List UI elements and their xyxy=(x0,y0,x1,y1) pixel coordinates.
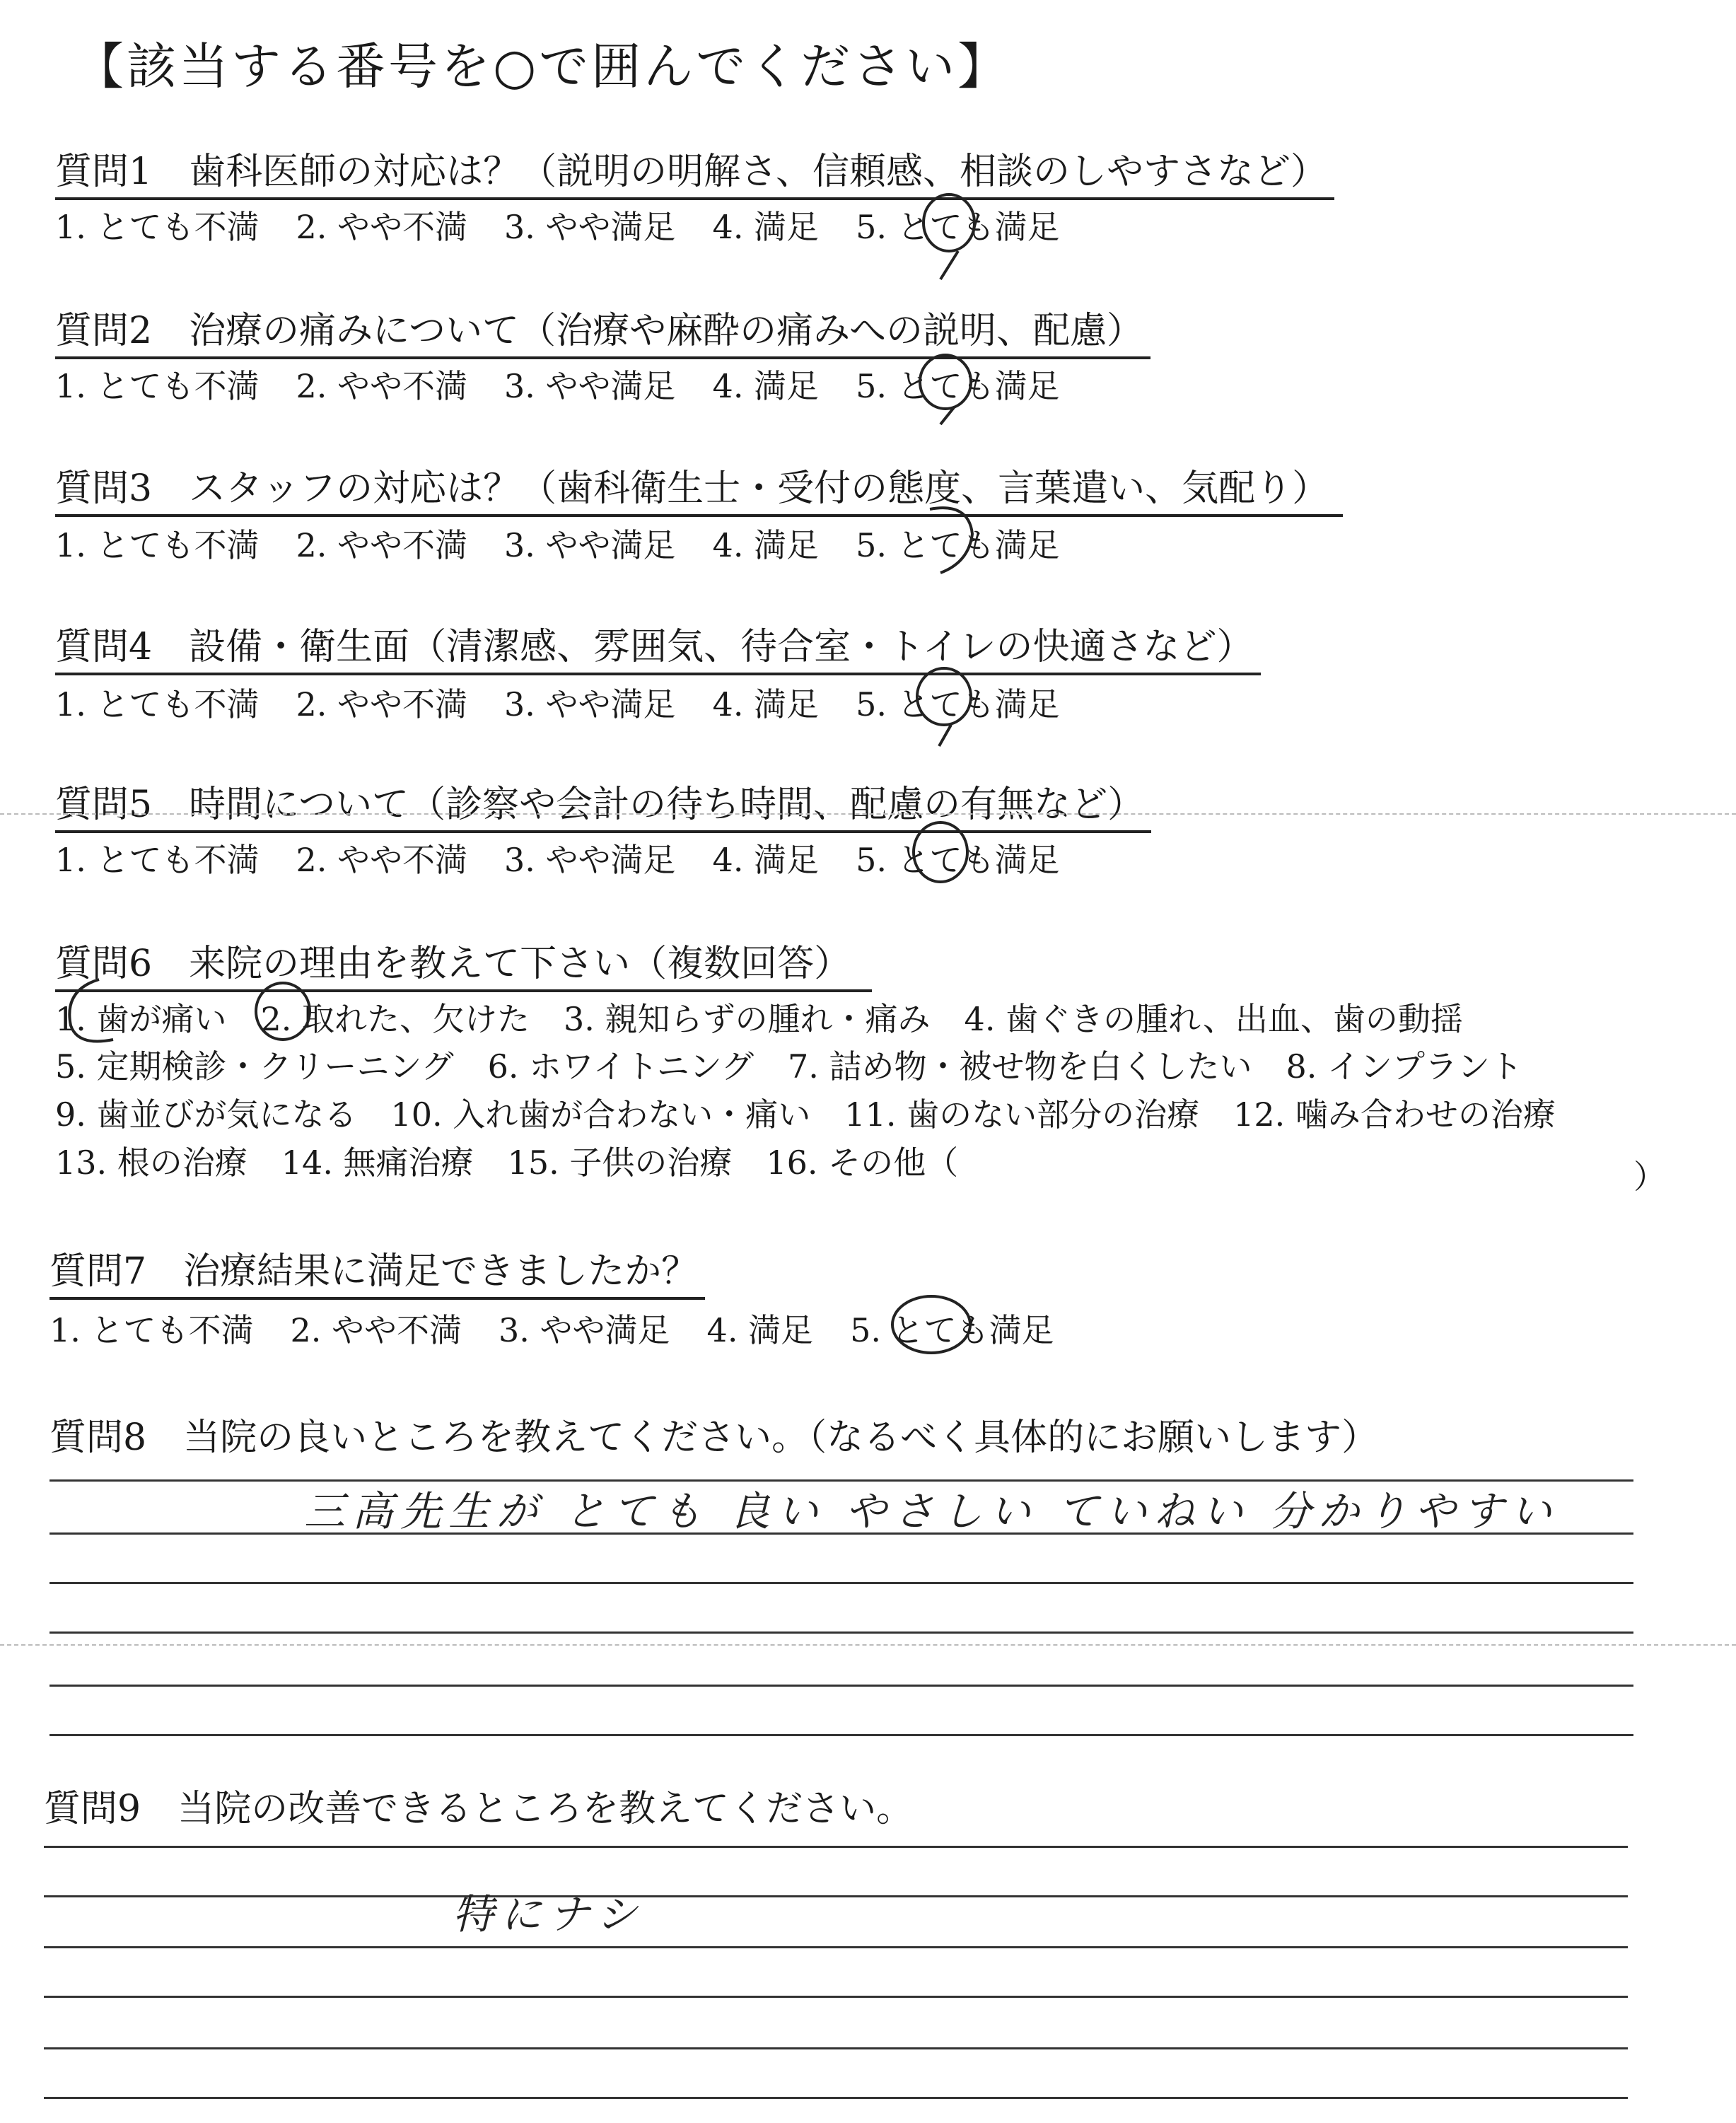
option-2[interactable]: 2. やや不満 xyxy=(290,1311,462,1349)
answer-circle-q1 xyxy=(919,191,983,283)
option-5[interactable]: 5. とても満足 xyxy=(856,367,1060,405)
question-label: 質問9 xyxy=(44,1788,141,1830)
question-8 xyxy=(49,1407,1378,1460)
question-label: 質問5 xyxy=(55,784,153,826)
reason-13[interactable]: 13. 根の治療 xyxy=(55,1144,247,1182)
reason-8[interactable]: 8. インプラント xyxy=(1286,1047,1522,1086)
answer-circle-q6-2 xyxy=(251,972,322,1050)
scan-fold-line xyxy=(0,1644,1736,1646)
answer-line xyxy=(44,2097,1628,2099)
answer-line xyxy=(49,1734,1633,1736)
answer-circle-q5 xyxy=(909,813,979,891)
option-3[interactable]: 3. やや満足 xyxy=(504,526,676,564)
question-label: 質問8 xyxy=(49,1417,147,1459)
answer-circle-q7 xyxy=(887,1291,979,1361)
question-6 xyxy=(55,933,872,987)
reason-14[interactable]: 14. 無痛治療 xyxy=(281,1144,474,1182)
reason-3[interactable]: 3. 親知らずの腫れ・痛み xyxy=(564,1000,931,1038)
option-5[interactable]: 5. とても満足 xyxy=(856,208,1060,246)
reason-11[interactable]: 11. 歯のない部分の治療 xyxy=(844,1095,1200,1134)
option-1[interactable]: 1. とても不満 xyxy=(55,526,260,564)
handwritten-answer-q8: 三高先生が とても 良い やさしい ていねい 分かりやすい xyxy=(304,1487,1559,1535)
option-1[interactable]: 1. とても不満 xyxy=(55,208,260,246)
answer-line xyxy=(44,1996,1628,1998)
option-3[interactable]: 3. やや満足 xyxy=(499,1311,670,1349)
option-3[interactable]: 3. やや満足 xyxy=(504,367,676,405)
question-text: 来院の理由を教えて下さい（複数回答） xyxy=(189,943,851,985)
question-text: 歯科医師の対応は？（説明の明解さ、信頼感、相談のしやすさなど） xyxy=(189,151,1328,193)
question-label: 質問3 xyxy=(55,467,153,510)
reason-row-4 xyxy=(55,1137,992,1184)
question-text: 当院の良いところを教えてください。（なるべく具体的にお願いします） xyxy=(183,1417,1379,1459)
answer-line xyxy=(49,1631,1633,1634)
option-4[interactable]: 4. 満足 xyxy=(712,526,820,564)
reason-10[interactable]: 10. 入れ歯が合わない・痛い xyxy=(390,1095,811,1134)
option-4[interactable]: 4. 満足 xyxy=(712,367,820,405)
question-9 xyxy=(44,1779,913,1832)
option-1[interactable]: 1. とても不満 xyxy=(55,841,260,879)
reason-row-2 xyxy=(55,1041,1556,1088)
question-5 xyxy=(55,774,1151,827)
option-2[interactable]: 2. やや不満 xyxy=(296,685,468,723)
reason-6[interactable]: 6. ホワイトニング xyxy=(487,1047,754,1086)
reason-1[interactable]: 1. 歯が痛い xyxy=(55,1000,227,1038)
question-2 xyxy=(55,301,1150,354)
reason-5[interactable]: 5. 定期検診・クリーニング xyxy=(55,1047,454,1086)
question-text: 設備・衛生面（清潔感、雰囲気、待合室・トイレの快適さなど） xyxy=(189,626,1254,668)
option-1[interactable]: 1. とても不満 xyxy=(55,367,260,405)
reason-9[interactable]: 9. 歯並びが気になる xyxy=(55,1095,357,1134)
option-3[interactable]: 3. やや満足 xyxy=(504,841,676,879)
reason-4[interactable]: 4. 歯ぐきの腫れ、出血、歯の動揺 xyxy=(964,1000,1463,1038)
answer-line xyxy=(44,1946,1628,1948)
reason-15[interactable]: 15. 子供の治療 xyxy=(507,1144,733,1182)
answer-circle-q4 xyxy=(912,665,983,750)
question-1 xyxy=(55,141,1334,194)
option-1[interactable]: 1. とても不満 xyxy=(49,1311,254,1349)
option-2[interactable]: 2. やや不満 xyxy=(296,367,468,405)
answer-circle-q3 xyxy=(919,495,983,587)
question-label: 質問2 xyxy=(55,310,153,352)
reason-row-3 xyxy=(55,1089,1590,1136)
option-5[interactable]: 5. とても満足 xyxy=(856,841,1060,879)
answer-line xyxy=(49,1685,1633,1687)
option-3[interactable]: 3. やや満足 xyxy=(504,208,676,246)
option-5[interactable]: 5. とても満足 xyxy=(856,526,1060,564)
question-label: 質問4 xyxy=(55,626,153,668)
reason-12[interactable]: 12. 噛み合わせの治療 xyxy=(1233,1095,1556,1134)
option-2[interactable]: 2. やや不満 xyxy=(296,841,468,879)
option-2[interactable]: 2. やや不満 xyxy=(296,526,468,564)
question-label: 質問7 xyxy=(49,1250,147,1293)
option-4[interactable]: 4. 満足 xyxy=(712,685,820,723)
question-7 xyxy=(49,1241,705,1294)
answer-circle-q2 xyxy=(916,350,979,428)
answer-line xyxy=(44,1846,1628,1848)
handwritten-answer-q9: 特にナシ xyxy=(453,1890,644,1938)
other-close-paren: ） xyxy=(1633,1158,1666,1196)
question-text: スタッフの対応は？（歯科衛生士・受付の態度、言葉遣い、気配り） xyxy=(189,467,1329,510)
question-text: 時間について（診察や会計の待ち時間、配慮の有無など） xyxy=(189,784,1145,826)
answer-line xyxy=(44,2047,1628,2049)
question-text: 治療の痛みについて（治療や麻酔の痛みへの説明、配慮） xyxy=(189,310,1144,352)
reason-2[interactable]: 2. 取れた、欠けた xyxy=(260,1000,530,1038)
form-title: 【該当する番号を○で囲んでください】 xyxy=(74,37,1010,95)
question-4 xyxy=(55,617,1261,670)
question-label: 質問6 xyxy=(55,943,153,985)
option-4[interactable]: 4. 満足 xyxy=(712,841,820,879)
question-3 xyxy=(55,458,1343,511)
question-label: 質問1 xyxy=(55,151,153,193)
option-5[interactable]: 5. とても満足 xyxy=(856,685,1060,723)
option-3[interactable]: 3. やや満足 xyxy=(504,685,676,723)
option-2[interactable]: 2. やや不満 xyxy=(296,208,468,246)
scan-fold-line xyxy=(0,813,1736,815)
question-text: 治療結果に満足できましたか？ xyxy=(183,1250,699,1293)
option-5[interactable]: 5. とても満足 xyxy=(850,1311,1054,1349)
answer-line xyxy=(49,1582,1633,1584)
option-1[interactable]: 1. とても不満 xyxy=(55,685,260,723)
reason-7[interactable]: 7. 詰め物・被せ物を白くしたい xyxy=(787,1047,1252,1086)
option-4[interactable]: 4. 満足 xyxy=(706,1311,814,1349)
question-text: 当院の改善できるところを教えてください。 xyxy=(177,1788,914,1830)
option-4[interactable]: 4. 満足 xyxy=(712,208,820,246)
reason-16[interactable]: 16. その他（ xyxy=(766,1144,959,1182)
answer-line xyxy=(44,1895,1628,1897)
